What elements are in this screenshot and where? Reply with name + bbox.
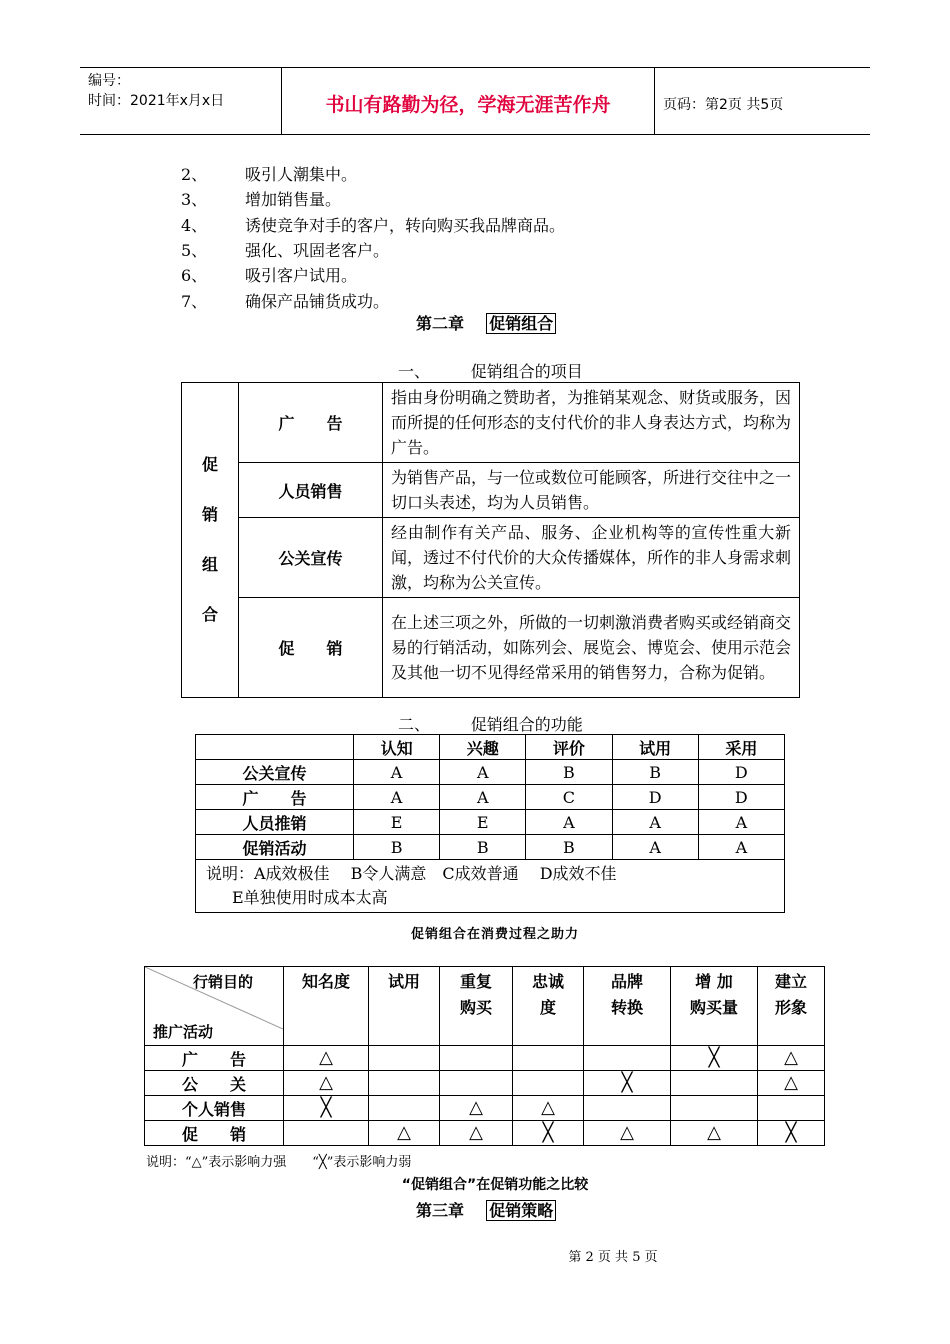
mark-cell (369, 1096, 440, 1121)
grade-cell: C (526, 785, 612, 810)
grade-cell: D (698, 785, 784, 810)
grade-cell: A (354, 785, 440, 810)
mark-cell (513, 1071, 584, 1096)
desc-cell: 为销售产品，与一位或数位可能顾客，所进行交往中之一切口头表述，均为人员销售。 (383, 463, 800, 518)
list-item-number: 6、 (181, 266, 208, 286)
section-num: 一、 (398, 362, 431, 381)
table-row (145, 1096, 825, 1121)
row-header: 公 关 (145, 1071, 284, 1096)
desc-cell: 在上述三项之外，所做的一切刺激消费者购买或经销商交易的行销活动，如陈列会、展览会、博览会、使用示范会及其他一切不见得经常采用的销售努力，合称为促销。 (383, 598, 800, 698)
mark-cell (284, 1121, 369, 1146)
mark-cell: △ (671, 1121, 758, 1146)
column-header: 试用 (612, 735, 698, 760)
mark-cell (513, 1046, 584, 1071)
mark-cell: ╳ (513, 1121, 584, 1146)
grade-cell: A (612, 835, 698, 860)
section1-heading (398, 359, 583, 382)
serial-label: 编号： (88, 73, 130, 89)
mark-cell: △ (758, 1046, 825, 1071)
list-item-text: 增加销售量。 (245, 190, 342, 210)
header-bottom-rule (80, 134, 870, 135)
grade-cell: A (698, 835, 784, 860)
list-item-number: 4、 (181, 215, 208, 235)
grade-cell: B (440, 835, 526, 860)
promotion-items-table (181, 382, 800, 698)
side-char: 组 (201, 555, 218, 574)
mark-cell: △ (284, 1071, 369, 1096)
side-char: 销 (201, 505, 218, 524)
side-char: 促 (201, 455, 218, 474)
list-item-number: 3、 (181, 190, 208, 210)
grade-cell: D (612, 785, 698, 810)
item-cell: 人员销售 (239, 463, 383, 518)
section2-heading (398, 712, 583, 735)
mark-cell: ╳ (758, 1121, 825, 1146)
grade-cell: B (354, 835, 440, 860)
column-header (369, 967, 440, 1046)
mark-cell: ╳ (584, 1071, 671, 1096)
grade-cell: B (612, 760, 698, 785)
mark-cell: △ (440, 1121, 513, 1146)
grade-cell: A (440, 760, 526, 785)
grade-cell: A (440, 785, 526, 810)
list-item-text: 强化、巩固老客户。 (245, 240, 390, 260)
list-item-number: 7、 (181, 291, 208, 311)
column-header: 评价 (526, 735, 612, 760)
mark-cell (584, 1096, 671, 1121)
promotion-function-table (195, 734, 785, 913)
mark-cell (758, 1096, 825, 1121)
column-header (440, 967, 513, 1046)
side-char: 合 (201, 605, 218, 624)
header-motto: 书山有路勤为径，学海无涯苦作舟 (325, 94, 611, 116)
column-label: 建立 形象 (774, 972, 807, 1017)
list-item-text: 确保产品铺货成功。 (245, 291, 390, 311)
mark-cell (584, 1046, 671, 1071)
column-label: 忠诚 度 (531, 972, 564, 1017)
page-footer: 第 2 页 共 5 页 (568, 1250, 658, 1265)
row-header: 公关宣传 (196, 760, 354, 785)
column-label: 增 加 购买量 (689, 972, 738, 1017)
grade-cell: E (354, 810, 440, 835)
mark-cell: △ (584, 1121, 671, 1146)
column-header (671, 967, 758, 1046)
row-header: 广 告 (196, 785, 354, 810)
section-title: 促销组合的功能 (470, 715, 583, 734)
table3-title: 促销组合在消费过程之助力 (410, 927, 579, 942)
row-header: 个人销售 (145, 1096, 284, 1121)
table-row (196, 810, 785, 835)
mark-cell (369, 1071, 440, 1096)
mark-cell: ╳ (284, 1096, 369, 1121)
column-label: 试用 (387, 972, 420, 991)
mark-cell (369, 1046, 440, 1071)
mark-cell (440, 1046, 513, 1071)
chapter-label: 第三章 (416, 1201, 465, 1220)
list-item-text: 吸引人潮集中。 (245, 165, 358, 184)
grade-cell: D (698, 760, 784, 785)
list-item-text: 诱使竞争对手的客户，转向购买我品牌商品。 (245, 215, 566, 235)
legend-line: E单独使用时成本太高 (232, 888, 388, 907)
row-header: 促销活动 (196, 835, 354, 860)
list-item-text: 吸引客户试用。 (245, 266, 358, 286)
mark-cell: △ (513, 1096, 584, 1121)
grade-cell: B (526, 760, 612, 785)
chapter-title: 促销策略 (486, 1200, 556, 1221)
column-header: 兴趣 (440, 735, 526, 760)
mark-cell: ╳ (671, 1046, 758, 1071)
grade-cell: A (612, 810, 698, 835)
legend-note (196, 860, 785, 913)
column-header: 采用 (698, 735, 784, 760)
row-header: 促 销 (145, 1121, 284, 1146)
column-header: 认知 (354, 735, 440, 760)
column-header (284, 967, 369, 1046)
column-header (513, 967, 584, 1046)
column-label: 知名度 (301, 972, 350, 991)
section-title: 促销组合的项目 (470, 362, 583, 381)
corner-bottom-label: 推广活动 (153, 1023, 214, 1041)
item-cell: 公关宣传 (239, 518, 383, 598)
header-top-rule (80, 67, 870, 68)
item-cell: 广 告 (239, 383, 383, 463)
chapter2-heading (416, 311, 556, 334)
row-header: 人员推销 (196, 810, 354, 835)
section-num: 二、 (398, 715, 431, 734)
column-header (758, 967, 825, 1046)
table-row (196, 835, 785, 860)
chapter-title: 促销组合 (486, 313, 556, 334)
table3-caption: “促销组合”在促销功能之比较 (401, 1177, 589, 1193)
corner-cell (196, 735, 354, 760)
legend-line: 说明：A成效极佳 B令人满意 C成效普通 D成效不佳 (206, 864, 617, 883)
column-header (584, 967, 671, 1046)
grade-cell: B (526, 835, 612, 860)
column-label: 重复 购买 (459, 972, 492, 1017)
mark-cell: △ (284, 1046, 369, 1071)
page-info: 页码：第2页 共5页 (663, 97, 784, 113)
grade-cell: E (440, 810, 526, 835)
mark-cell: △ (369, 1121, 440, 1146)
mark-cell (440, 1071, 513, 1096)
promotion-assistance-table (144, 966, 825, 1146)
mark-cell (671, 1071, 758, 1096)
table-row (196, 785, 785, 810)
table-row (145, 1046, 825, 1071)
column-label: 品牌 转换 (610, 972, 643, 1017)
side-label (182, 383, 239, 698)
table-row (196, 760, 785, 785)
desc-cell: 指由身份明确之赞助者，为推销某观念、财货或服务，因而所提的任何形态的支付代价的非人身表达方式，均称为广告。 (383, 383, 800, 463)
table-row (145, 1121, 825, 1146)
time-label: 时间：2021年x月x日 (88, 93, 225, 109)
mark-cell: △ (758, 1071, 825, 1096)
header-divider (654, 67, 655, 135)
desc-cell: 经由制作有关产品、服务、企业机构等的宣传性重大新闻，透过不付代价的大众传播媒体，所作的非人身需求刺激，均称为公关宣传。 (383, 518, 800, 598)
grade-cell: A (698, 810, 784, 835)
corner-top-label: 行销目的 (193, 973, 254, 991)
list-item-number: 2、 (181, 165, 208, 184)
chapter3-heading (416, 1198, 556, 1221)
diagonal-corner (145, 967, 284, 1046)
mark-cell: △ (440, 1096, 513, 1121)
table3-note: 说明：“△”表示影响力强 “╳”表示影响力弱 (146, 1155, 412, 1170)
grade-cell: A (354, 760, 440, 785)
grade-cell: A (526, 810, 612, 835)
chapter-label: 第二章 (416, 314, 465, 333)
list-item-number: 5、 (181, 240, 208, 260)
item-cell: 促 销 (239, 598, 383, 698)
mark-cell (671, 1096, 758, 1121)
table-row (145, 1071, 825, 1096)
row-header: 广 告 (145, 1046, 284, 1071)
